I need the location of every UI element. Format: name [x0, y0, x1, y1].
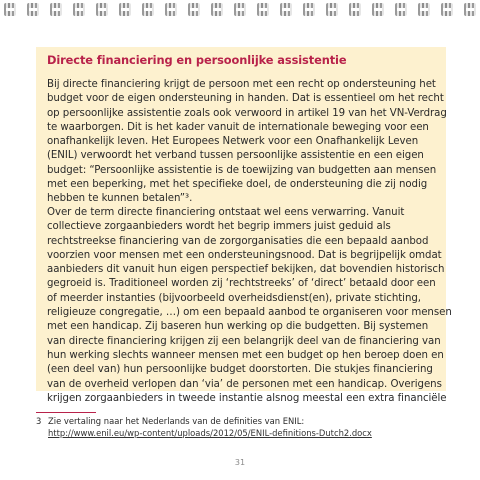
binding-ring: [27, 3, 39, 16]
binding-ring: [280, 3, 292, 16]
footnote-number: 3: [36, 416, 42, 426]
spiral-binding: [0, 0, 480, 20]
text-line: (een deel van) hun persoonlijke budget doorstorten. Die stukjes financiering: [47, 364, 433, 376]
binding-ring: [73, 3, 85, 16]
binding-ring: [395, 3, 407, 16]
binding-ring: [234, 3, 246, 16]
box-title: Directe financiering en persoonlijke assistentie: [47, 53, 347, 67]
footnote: [36, 416, 456, 439]
text-line: of meerder instanties (bijvoorbeeld overheidsdienst(en), private stichting,: [47, 292, 421, 304]
binding-ring: [257, 3, 269, 16]
text-line: met een beperking, met het specifieke doel, de ondersteuning die zij nodig: [47, 179, 428, 191]
text-line: van directe financiering krijgen zij een belangrijk deel van de financiering van: [47, 335, 441, 347]
text-line: voorzien voor mensen met een ondersteuningsnood. Dat is begrijpelijk omdat: [47, 249, 442, 261]
text-line: Over de term directe financiering ontstaat wel eens verwarring. Vanuit: [47, 207, 405, 218]
binding-ring: [441, 3, 453, 16]
binding-ring: [165, 3, 177, 16]
footnote-link[interactable]: http://www.enil.eu/wp-content/uploads/2012/05/ENIL-definitions-Dutch2.docx: [48, 427, 372, 438]
text-line: te waarborgen. Dit is het kader vanuit de internationale beweging voor een: [47, 121, 429, 133]
binding-ring: [349, 3, 361, 16]
binding-ring: [96, 3, 108, 16]
binding-ring: [418, 3, 430, 16]
text-line: gegroeid is. Traditioneel worden zij ‘rechtstreeks’ of ‘direct’ betaald door een: [47, 278, 436, 290]
binding-ring: [119, 3, 131, 16]
box-paragraph-1: [47, 78, 447, 207]
binding-ring: [372, 3, 384, 16]
text-line: (ENIL) verwoordt het verband tussen persoonlijke assistentie en een eigen: [47, 150, 424, 162]
binding-ring: [4, 3, 16, 16]
text-line: budget voor de eigen ondersteuning in handen. Dat is essentieel om het recht: [47, 93, 444, 105]
text-line: op persoonlijke assistentie zoals ook verwoord in artikel 19 van het VN-Verdrag: [47, 107, 447, 119]
text-line: hebben te kunnen betalen”³.: [47, 193, 193, 205]
text-line: hun werking slechts wanneer mensen met een budget op hen beroep doen en: [47, 349, 444, 361]
text-line: collectieve zorgaanbieders wordt het begrip immers juist geduid als: [47, 221, 391, 233]
text-line: met een handicap. Zij baseren hun werking op die budgetten. Bij systemen: [47, 321, 429, 333]
footnote-divider: [36, 412, 96, 413]
binding-ring: [464, 3, 476, 16]
text-line: krijgen zorgaanbieders in tweede instantie alsnog meestal een extra financiële: [47, 392, 447, 404]
text-line: budget: “Persoonlijke assistentie is de toewijzing van budgetten aan mensen: [47, 164, 437, 176]
text-line: aanbieders dit vanuit hun eigen perspectief bekijken, dat bovendien historisch: [47, 264, 445, 276]
binding-ring: [188, 3, 200, 16]
binding-ring: [50, 3, 62, 16]
text-line: religieuze congregatie, …) om een bepaald aanbod te organiseren voor mensen: [47, 307, 452, 319]
binding-ring: [303, 3, 315, 16]
binding-ring: [142, 3, 154, 16]
text-line: onafhankelijk leven. Het Europees Netwerk voor een Onafhankelijk Leven: [47, 136, 419, 148]
text-line: Bij directe financiering krijgt de persoon met een recht op ondersteuning het: [47, 79, 436, 90]
binding-ring: [326, 3, 338, 16]
page-number: 31: [234, 458, 246, 467]
footnote-text: Zie vertaling naar het Nederlands van de definities van ENIL:: [48, 416, 305, 426]
text-line: rechtstreekse financiering van de zorgorganisaties die een bepaald aanbod: [47, 235, 429, 247]
text-line: van de overheid verlopen dan ‘via’ de personen met een handicap. Overigens: [47, 378, 442, 390]
binding-ring: [211, 3, 223, 16]
box-paragraph-2: [47, 206, 452, 406]
